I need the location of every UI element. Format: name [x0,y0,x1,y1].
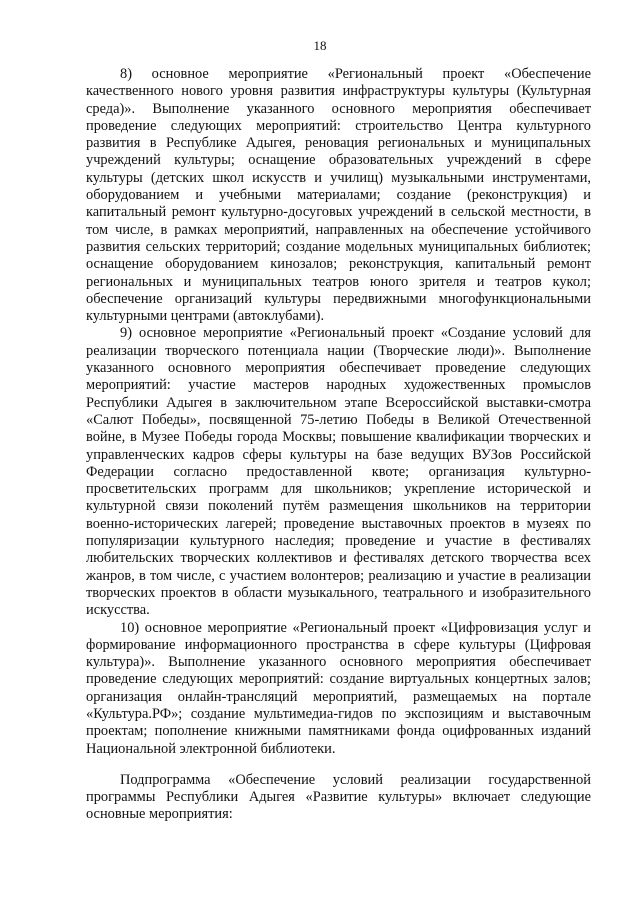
page-number: 18 [313,38,327,53]
document-body [86,66,591,824]
paragraph-subprogram: Подпрограмма «Обеспечение условий реализации государственной программы Республики Адыгея «Развитие культуры» включает следующие основные мероприятия: [86,771,591,823]
paragraph-item-10: 10) основное мероприятие «Региональный проект «Цифровизация услуг и формирование информационного пространства в сфере культуры (Цифровая культура)». Выполнение указанного основного мероприятия обеспечивает проведение следующих мероприятий: создание виртуальных концертных залов; организация онлайн-трансляций мероприятий, размещаемых на портале «Культура.РФ»; создание мультимедиа-гидов по экспозициям и выставочным проектам; пополнение книжными памятниками фонда оцифрованных изданий Национальной электронной библиотеки. [86,619,591,757]
paragraph-item-8: 8) основное мероприятие «Региональный проект «Обеспечение качественного нового уровня развития инфраструктуры культуры (Культурная среда)». Выполнение указанного основного мероприятия обеспечивает проведение следующих мероприятий: строительство Центра культурного развития в Республике Адыгея, реновация региональных и муниципальных учреждений культуры; оснащение образовательных учреждений в сфере культуры (детских школ искусств и училищ) музыкальными инструментами, оборудованием и учебными материалами; создание (реконструкция) и капитальный ремонт культурно-досуговых учреждений в сельской местности, в том числе, в рамках мероприятий, направленных на обеспечение устойчивого развития сельских территорий; создание модельных муниципальных библиотек; оснащение оборудованием кинозалов; реконструкция, капитальный ремонт региональных и муниципальных театров юного зрителя и театров кукол; обеспечение организаций культуры передвижными многофункциональными культурными центрами (автоклубами). [86,66,591,325]
paragraph-item-9: 9) основное мероприятие «Региональный проект «Создание условий для реализации творческого потенциала нации (Творческие люди)». Выполнение указанного основного мероприятия обеспечивает проведение следующих мероприятий: участие мастеров народных художественных промыслов Республики Адыгея в заключительном этапе Всероссийской выставки-смотра «Салют Победы», посвященной 75-летию Победы в Великой Отечественной войне, в Музее Победы города Москвы; повышение квалификации творческих и управленческих кадров сферы культуры на базе ведущих ВУЗов Российской Федерации согласно предоставленной квоте; организация культурно-просветительских программ для школьников; укрепление исторической и культурной связи поколений путём размещения школьников на территории военно-исторических лагерей; проведение выставочных проектов в музеях по популяризации культурного наследия; проведение и участие в фестивалях любительских творческих коллективов и фестивалях детского творчества всех жанров, в том числе, с участием волонтеров; реализацию и участие в реализации творческих проектов в области музыкального, театрального и изобразительного искусства. [86,325,591,619]
